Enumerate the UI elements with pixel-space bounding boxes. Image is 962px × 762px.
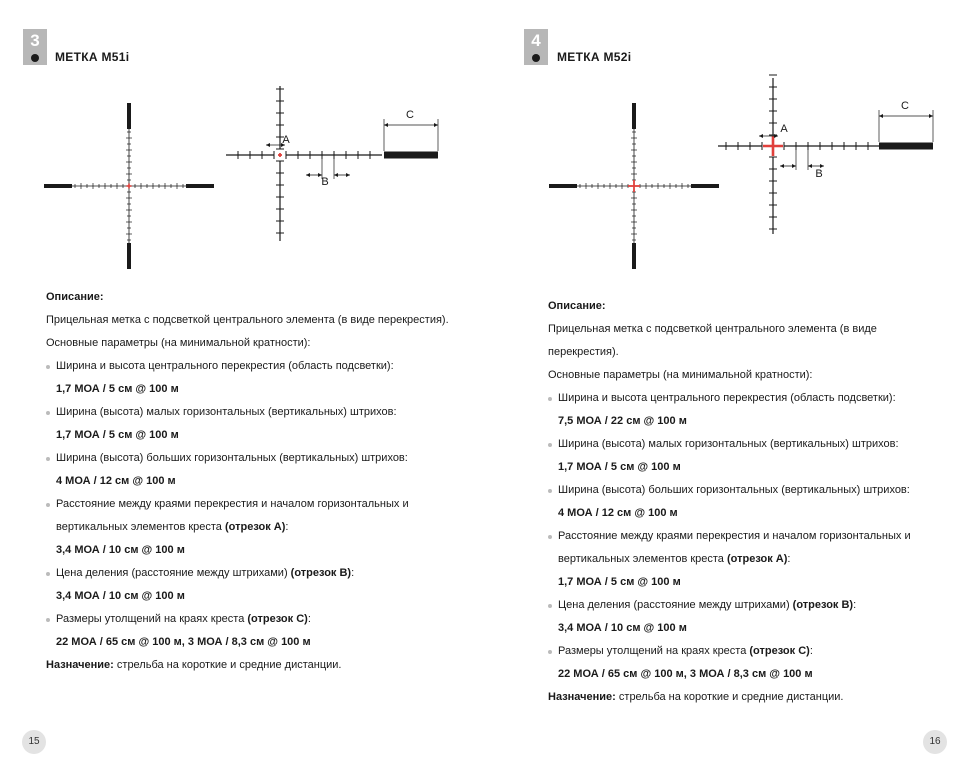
- description-block: [46, 286, 461, 677]
- param-segment-ref: (отрезок В): [290, 567, 352, 579]
- reticle-diagrams: [0, 0, 481, 290]
- param-value: 1,7 МОА / 5 см @ 100 м: [558, 461, 681, 473]
- param-label: Расстояние между краями перекрестия и началом горизонтальных и вертикальных элементов креста: [56, 498, 409, 533]
- params-heading: Основные параметры (на минимальной кратности):: [548, 369, 813, 381]
- segment-b-arrow-left-head: [792, 164, 796, 168]
- param-value: 22 МОА / 65 см @ 100 м, 3 МОА / 8,3 см @ 100 м: [56, 636, 311, 648]
- param-segment-ref: (отрезок С): [749, 645, 810, 657]
- param-item: [46, 608, 461, 631]
- page-number: 16: [923, 730, 947, 754]
- param-value: 1,7 МОА / 5 см @ 100 м: [56, 429, 179, 441]
- param-label: Размеры утолщений на краях креста: [56, 613, 248, 625]
- segment-b-arrow-left-head: [780, 164, 784, 168]
- param-value: 7,5 МОА / 22 см @ 100 м: [558, 415, 687, 427]
- segment-c-label: C: [406, 109, 414, 121]
- segment-b-arrow-left-head: [306, 173, 310, 177]
- param-item: [548, 640, 948, 663]
- reticle-thick-bar-right: [691, 184, 719, 188]
- reticle-thick-bar-right: [186, 184, 214, 188]
- param-label-tail: :: [853, 599, 857, 611]
- segment-c-arrow-head: [879, 114, 883, 118]
- section-number: 4: [531, 31, 541, 50]
- purpose-label: Назначение:: [46, 659, 114, 671]
- param-value: 1,7 МОА / 5 см @ 100 м: [558, 576, 681, 588]
- segment-b-arrow-right-head: [334, 173, 338, 177]
- param-label: Ширина (высота) больших горизонтальных (вертикальных) штрихов:: [46, 447, 461, 470]
- segment-c-arrow-head: [384, 123, 388, 127]
- page-right: [481, 0, 962, 762]
- param-label: Размеры утолщений на краях креста: [558, 645, 750, 657]
- segment-c-arrow-head: [434, 123, 438, 127]
- description-intro: Прицельная метка с подсветкой центрального элемента (в виде перекрестия).: [548, 323, 877, 358]
- reticle-thick-bar-bottom: [127, 243, 131, 269]
- segment-b-label: B: [321, 176, 329, 188]
- param-item: [46, 493, 461, 539]
- reticle-title: МЕТКА M52i: [557, 50, 632, 64]
- section-number: 3: [30, 31, 40, 50]
- param-label: Расстояние между краями перекрестия и началом горизонтальных и вертикальных элементов креста: [558, 530, 911, 565]
- reticle-thick-bar-left: [549, 184, 577, 188]
- param-value: 3,4 МОА / 10 см @ 100 м: [56, 590, 185, 602]
- segment-a-label: A: [780, 123, 788, 135]
- param-label-tail: :: [307, 613, 311, 625]
- detail-thick-bar: [879, 143, 933, 150]
- segment-c-label: C: [901, 100, 909, 112]
- params-heading: Основные параметры (на минимальной кратности):: [46, 337, 311, 349]
- param-segment-ref: (отрезок В): [792, 599, 854, 611]
- param-label-tail: :: [787, 553, 791, 565]
- param-item: [548, 594, 948, 617]
- param-value: 1,7 МОА / 5 см @ 100 м: [56, 383, 179, 395]
- reticle-thick-bar-bottom: [632, 243, 636, 269]
- reticle-m52i-detail: [718, 75, 933, 234]
- param-segment-ref: (отрезок А): [727, 553, 788, 565]
- segment-a-label: A: [282, 134, 290, 146]
- purpose-text: стрельба на короткие и средние дистанции.: [113, 659, 342, 671]
- param-value: 4 МОА / 12 см @ 100 м: [558, 507, 678, 519]
- description-heading: Описание:: [46, 291, 104, 303]
- segment-a-arrow-head: [266, 143, 270, 147]
- param-label-tail: :: [809, 645, 813, 657]
- reticle-m52i-overview: [549, 103, 719, 269]
- detail-thick-bar: [384, 152, 438, 159]
- reticle-m51i-overview: [44, 103, 214, 269]
- param-label: Ширина (высота) малых горизонтальных (вертикальных) штрихов:: [46, 401, 461, 424]
- segment-b-label: B: [815, 168, 823, 180]
- segment-b-arrow-right-head: [808, 164, 812, 168]
- segment-c-arrow-head: [929, 114, 933, 118]
- param-item: [548, 525, 948, 571]
- segment-b-arrow-right-head: [346, 173, 350, 177]
- param-label-tail: :: [351, 567, 355, 579]
- description-heading: Описание:: [548, 300, 606, 312]
- description-block: [548, 295, 948, 709]
- segment-a-arrow-head: [759, 134, 763, 138]
- param-label: Цена деления (расстояние между штрихами): [558, 599, 793, 611]
- param-value: 3,4 МОА / 10 см @ 100 м: [558, 622, 687, 634]
- reticle-thick-bar-top: [127, 103, 131, 129]
- param-label: Ширина и высота центрального перекрестия (область подсветки):: [548, 387, 948, 410]
- purpose-text: стрельба на короткие и средние дистанции.: [615, 691, 844, 703]
- param-label-tail: :: [285, 521, 289, 533]
- reticle-title: МЕТКА M51i: [55, 50, 130, 64]
- param-item: [46, 562, 461, 585]
- purpose-label: Назначение:: [548, 691, 616, 703]
- param-label: Цена деления (расстояние между штрихами): [56, 567, 291, 579]
- reticle-diagrams: [481, 0, 962, 290]
- page-number: 15: [22, 730, 46, 754]
- purpose-line: [548, 686, 948, 709]
- reticle-thick-bar-top: [632, 103, 636, 129]
- param-value: 22 МОА / 65 см @ 100 м, 3 МОА / 8,3 см @ 100 м: [558, 668, 813, 680]
- purpose-line: [46, 654, 461, 677]
- reticle-thick-bar-left: [44, 184, 72, 188]
- param-label: Ширина (высота) больших горизонтальных (вертикальных) штрихов:: [548, 479, 948, 502]
- param-label: Ширина (высота) малых горизонтальных (вертикальных) штрихов:: [548, 433, 948, 456]
- param-value: 4 МОА / 12 см @ 100 м: [56, 475, 176, 487]
- param-segment-ref: (отрезок А): [225, 521, 286, 533]
- param-label: Ширина и высота центрального перекрестия (область подсветки):: [46, 355, 461, 378]
- param-value: 3,4 МОА / 10 см @ 100 м: [56, 544, 185, 556]
- param-segment-ref: (отрезок С): [247, 613, 308, 625]
- description-intro: Прицельная метка с подсветкой центрального элемента (в виде перекрестия).: [46, 314, 449, 326]
